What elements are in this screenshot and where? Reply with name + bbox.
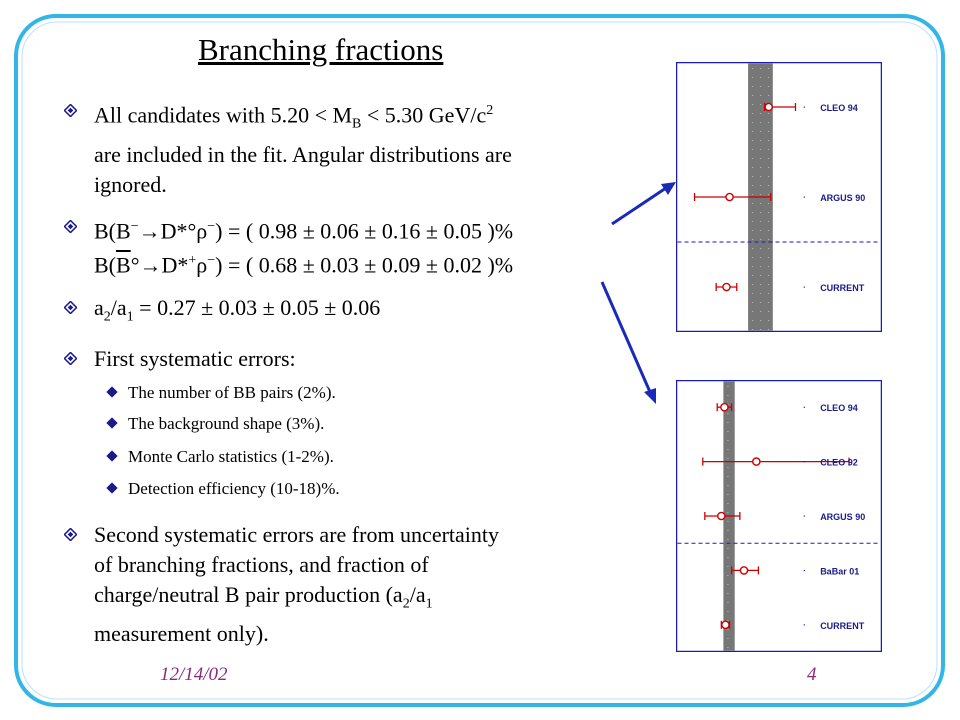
band-texture-dot <box>768 149 769 150</box>
band-texture-dot <box>760 122 761 123</box>
arrow-upper <box>612 188 666 224</box>
band-texture-dot <box>760 248 761 249</box>
band-texture-dot <box>760 95 761 96</box>
band-texture-dot <box>727 494 728 495</box>
chart-d-star0-rho <box>676 62 882 332</box>
small-diamond-icon <box>106 417 117 428</box>
band-texture-dot <box>727 386 728 387</box>
band-texture-dot <box>760 257 761 258</box>
band-texture-dot <box>727 575 728 576</box>
band-texture-dot <box>768 77 769 78</box>
band-texture-dot <box>727 512 728 513</box>
band-texture-dot <box>760 131 761 132</box>
label-tick <box>804 197 805 198</box>
band-texture-dot <box>752 185 753 186</box>
band-texture-dot <box>752 320 753 321</box>
band-texture-dot <box>752 122 753 123</box>
band-texture-dot <box>727 467 728 468</box>
band-texture-dot <box>760 104 761 105</box>
band-texture-dot <box>752 68 753 69</box>
band-texture-dot <box>752 221 753 222</box>
band-texture-dot <box>727 476 728 477</box>
diamond-bullet-icon <box>64 301 77 314</box>
band-texture-dot <box>752 86 753 87</box>
point-label: CLEO 94 <box>820 403 858 414</box>
band-texture-dot <box>768 86 769 87</box>
band-texture-dot <box>727 584 728 585</box>
band-texture-dot <box>760 77 761 78</box>
band-texture-dot <box>768 302 769 303</box>
band-texture-dot <box>768 95 769 96</box>
band-texture-dot <box>768 113 769 114</box>
band-texture-dot <box>752 131 753 132</box>
bullet-first-systematics: First systematic errors: <box>64 344 604 374</box>
band-texture-dot <box>752 239 753 240</box>
band-texture-dot <box>768 230 769 231</box>
label-tick <box>804 407 805 408</box>
band-texture-dot <box>768 329 769 330</box>
data-point <box>718 512 725 519</box>
band-texture-dot <box>727 566 728 567</box>
band-texture-dot <box>760 275 761 276</box>
slide-title: Branching fractions <box>198 32 444 67</box>
band-texture-dot <box>727 503 728 504</box>
band-texture-dot <box>760 149 761 150</box>
band-texture-dot <box>727 557 728 558</box>
point-label: CLEO 94 <box>820 103 858 113</box>
band-texture-dot <box>760 158 761 159</box>
point-label: ARGUS 90 <box>820 193 866 203</box>
band-texture-dot <box>760 194 761 195</box>
band-texture-dot <box>768 284 769 285</box>
label-tick <box>804 570 805 571</box>
band-texture-dot <box>727 539 728 540</box>
footer-date: 12/14/02 <box>160 664 228 685</box>
band-texture-dot <box>752 311 753 312</box>
band-texture-dot <box>760 293 761 294</box>
band-texture-dot <box>760 140 761 141</box>
band-texture-dot <box>760 284 761 285</box>
band-texture-dot <box>752 275 753 276</box>
band-texture-dot <box>727 647 728 648</box>
band-texture-dot <box>727 458 728 459</box>
diamond-bullet-icon <box>64 220 77 233</box>
band-texture-dot <box>760 230 761 231</box>
band-texture-dot <box>768 221 769 222</box>
bullet-second-systematics: Second systematic errors are from uncertainty of branching fractions, and fraction of charge/neutral B pair production ($a_2/a_1$ measurement only). <box>64 520 604 649</box>
data-point <box>723 283 730 290</box>
diamond-bullet-icon <box>64 528 77 541</box>
small-diamond-icon <box>106 450 117 461</box>
band-texture-dot <box>760 68 761 69</box>
band-texture-dot <box>752 158 753 159</box>
label-tick <box>804 516 805 517</box>
band-texture-dot <box>752 113 753 114</box>
data-point <box>740 567 747 574</box>
band-texture-dot <box>768 158 769 159</box>
band-texture-dot <box>727 611 728 612</box>
band-texture-dot <box>727 593 728 594</box>
band-texture-dot <box>760 203 761 204</box>
band-texture-dot <box>768 140 769 141</box>
band-texture-dot <box>727 485 728 486</box>
band-texture-dot <box>768 248 769 249</box>
band-texture-dot <box>752 104 753 105</box>
diamond-bullet-icon <box>64 104 77 117</box>
band-texture-dot <box>760 167 761 168</box>
band-texture-dot <box>752 248 753 249</box>
band-texture-dot <box>768 293 769 294</box>
diamond-bullet-icon <box>64 352 77 365</box>
point-label: CLEO 92 <box>820 457 858 468</box>
chart-d-star-plus-rho <box>676 380 882 652</box>
band-texture-dot <box>768 257 769 258</box>
band-texture-dot <box>768 167 769 168</box>
band-texture-dot <box>727 422 728 423</box>
point-label: BaBar 01 <box>820 566 860 577</box>
band-texture-dot <box>727 548 728 549</box>
point-label: ARGUS 90 <box>820 512 866 522</box>
band-texture-dot <box>768 203 769 204</box>
footer-page-number: 4 <box>807 664 817 685</box>
label-tick <box>804 461 805 462</box>
band-texture-dot <box>727 431 728 432</box>
band-texture-dot <box>727 521 728 522</box>
band-texture-dot <box>760 113 761 114</box>
data-point <box>726 193 733 200</box>
arrow-lower <box>602 282 650 392</box>
bullet-mass-window: All candidates with $5.20 < M_B < 5.30$ GeV/$c^2$ are included in the fit. Angular distributions are ignored. <box>64 96 604 200</box>
point-label: CURRENT <box>820 283 865 293</box>
data-point <box>722 621 729 628</box>
sub-item: Monte Carlo statistics (1-2%). <box>108 447 334 467</box>
band-texture-dot <box>768 320 769 321</box>
band-texture-dot <box>760 320 761 321</box>
sub-item: Detection efficiency (10-18)%. <box>108 479 340 499</box>
band-texture-dot <box>752 194 753 195</box>
band-texture-dot <box>760 221 761 222</box>
band-texture-dot <box>760 239 761 240</box>
data-point <box>753 458 760 465</box>
band-texture-dot <box>752 176 753 177</box>
band-texture-dot <box>760 176 761 177</box>
sub-item: The background shape (3%). <box>108 414 324 434</box>
band-texture-dot <box>768 311 769 312</box>
label-tick <box>804 624 805 625</box>
band-texture-dot <box>752 329 753 330</box>
small-diamond-icon <box>106 482 117 493</box>
band-texture-dot <box>768 68 769 69</box>
band-texture-dot <box>760 212 761 213</box>
band-texture-dot <box>727 629 728 630</box>
band-texture-dot <box>752 293 753 294</box>
sub-item: The number of BB pairs (2%). <box>108 383 336 403</box>
band-texture-dot <box>768 176 769 177</box>
band-texture-dot <box>752 95 753 96</box>
band-texture-dot <box>727 620 728 621</box>
band-texture-dot <box>768 266 769 267</box>
label-tick <box>804 287 805 288</box>
band-texture-dot <box>752 167 753 168</box>
band-texture-dot <box>727 530 728 531</box>
band-texture-dot <box>727 602 728 603</box>
band-texture-dot <box>727 449 728 450</box>
band-texture-dot <box>768 131 769 132</box>
band-texture-dot <box>768 185 769 186</box>
band-texture-dot <box>768 239 769 240</box>
band-texture-dot <box>752 149 753 150</box>
band-texture-dot <box>760 329 761 330</box>
band-texture-dot <box>727 638 728 639</box>
band-texture-dot <box>752 284 753 285</box>
band-texture-dot <box>760 302 761 303</box>
band-texture-dot <box>768 194 769 195</box>
band-texture-dot <box>768 212 769 213</box>
band-texture-dot <box>727 440 728 441</box>
band-texture-dot <box>760 185 761 186</box>
band-texture-dot <box>752 203 753 204</box>
band-texture-dot <box>760 311 761 312</box>
band-texture-dot <box>752 212 753 213</box>
data-point <box>721 404 728 411</box>
band-texture-dot <box>768 275 769 276</box>
data-point <box>765 103 772 110</box>
band-texture-dot <box>752 77 753 78</box>
band-texture-dot <box>760 266 761 267</box>
band-texture-dot <box>752 257 753 258</box>
band-texture-dot <box>752 266 753 267</box>
bullet-ratio: $a_2/a_1 = 0.27 \pm 0.03 \pm 0.05 \pm 0.06$ <box>64 293 604 332</box>
band-texture-dot <box>752 302 753 303</box>
point-label: CURRENT <box>820 620 865 631</box>
small-diamond-icon <box>106 386 117 397</box>
band-texture-dot <box>752 230 753 231</box>
band-texture-dot <box>752 140 753 141</box>
band-texture-dot <box>727 413 728 414</box>
band-texture-dot <box>727 395 728 396</box>
band-texture-dot <box>768 122 769 123</box>
band-texture-dot <box>760 86 761 87</box>
label-tick <box>804 107 805 108</box>
bullet-branching-results: B(B−→D*°ρ−) = ( 0.98 ± 0.06 ± 0.16 ± 0.05 )% $B(\overline{B}^\circ\to D*^+\rho^-)$ = ( 0.68 ± 0.03 ± 0.09 ± 0.02 )% <box>64 212 604 281</box>
